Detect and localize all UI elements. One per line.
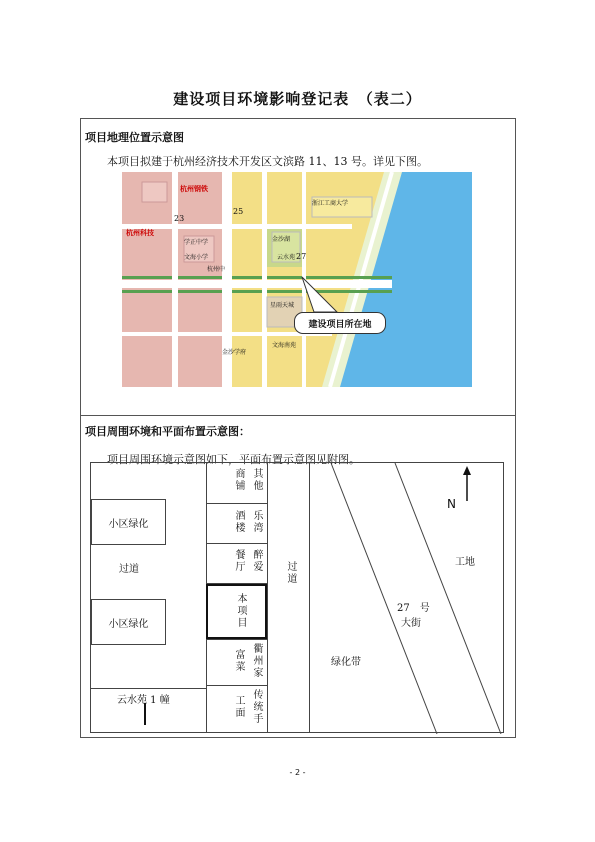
page-number: - 2 -: [289, 768, 306, 777]
map-label-25: 25: [233, 207, 244, 216]
map-label-b2: 云水苑: [277, 254, 296, 261]
shop-lewan: 乐湾: [251, 510, 262, 534]
shop-restaurant: 酒楼: [233, 510, 244, 534]
map-label-b3: 文海南苑: [272, 342, 297, 349]
passage-left: 过道: [119, 564, 139, 575]
greenbelt-label: 绿化带: [331, 657, 361, 668]
shop-fucai: 富菜: [233, 649, 244, 673]
location-heading: 项目地理位置示意图: [85, 131, 184, 144]
street-lines: [91, 463, 505, 734]
shop-noodle: 工面: [233, 695, 244, 719]
shop-quzhou: 衢州家: [251, 643, 262, 679]
map-label-university: 浙江工商大学: [312, 200, 349, 207]
green-area-lower: 小区绿化: [91, 599, 166, 645]
green-area-upper: 小区绿化: [91, 499, 166, 545]
building-label: 云水苑 1 幢: [117, 695, 170, 706]
passage-mid: 过道: [285, 561, 296, 585]
location-map: [122, 172, 472, 387]
street-name: 大街: [401, 618, 421, 629]
north-arrow-label: N: [447, 497, 456, 511]
map-label-school1: 学正中学: [184, 239, 209, 246]
shop-zuiai: 醉爱: [251, 549, 262, 573]
map-label-park: 金沙湖: [272, 236, 291, 243]
site-plan: [90, 462, 504, 733]
callout-pointer: [122, 172, 472, 387]
surroundings-heading: 项目周围环境和平面布置示意图：: [85, 425, 250, 438]
page-title: 建设项目环境影响登记表 （表二）: [173, 90, 422, 108]
map-callout: 建设项目所在地: [294, 312, 386, 334]
shop-shop: 商铺: [233, 468, 244, 492]
worksite-label: 工地: [455, 557, 475, 568]
surroundings-text: 项目周围环境示意图如下，平面布置示意图见附图。: [107, 453, 360, 466]
street-number: 27 号: [397, 603, 430, 614]
map-label-red1: 杭州科技: [126, 228, 154, 237]
shop-craft: 传统手: [251, 689, 262, 725]
shop-other: 其他: [251, 468, 262, 492]
map-label-27: 27: [296, 252, 307, 261]
map-label-school2: 文海小学: [184, 254, 209, 261]
project-label: 本项目: [235, 593, 246, 629]
map-label-23: 23: [174, 214, 185, 223]
map-label-b4: 金沙学府: [222, 349, 247, 356]
location-text: 本项目拟建于杭州经济技术开发区文滨路 11、13 号。详见下图。: [107, 155, 428, 168]
map-label-red2: 杭州钢铁: [180, 184, 208, 193]
map-label-b1: 星雨天城: [270, 302, 295, 309]
map-label-city: 杭州中: [207, 266, 226, 273]
shop-canteen: 餐厅: [233, 549, 244, 573]
section-divider: [81, 415, 515, 416]
